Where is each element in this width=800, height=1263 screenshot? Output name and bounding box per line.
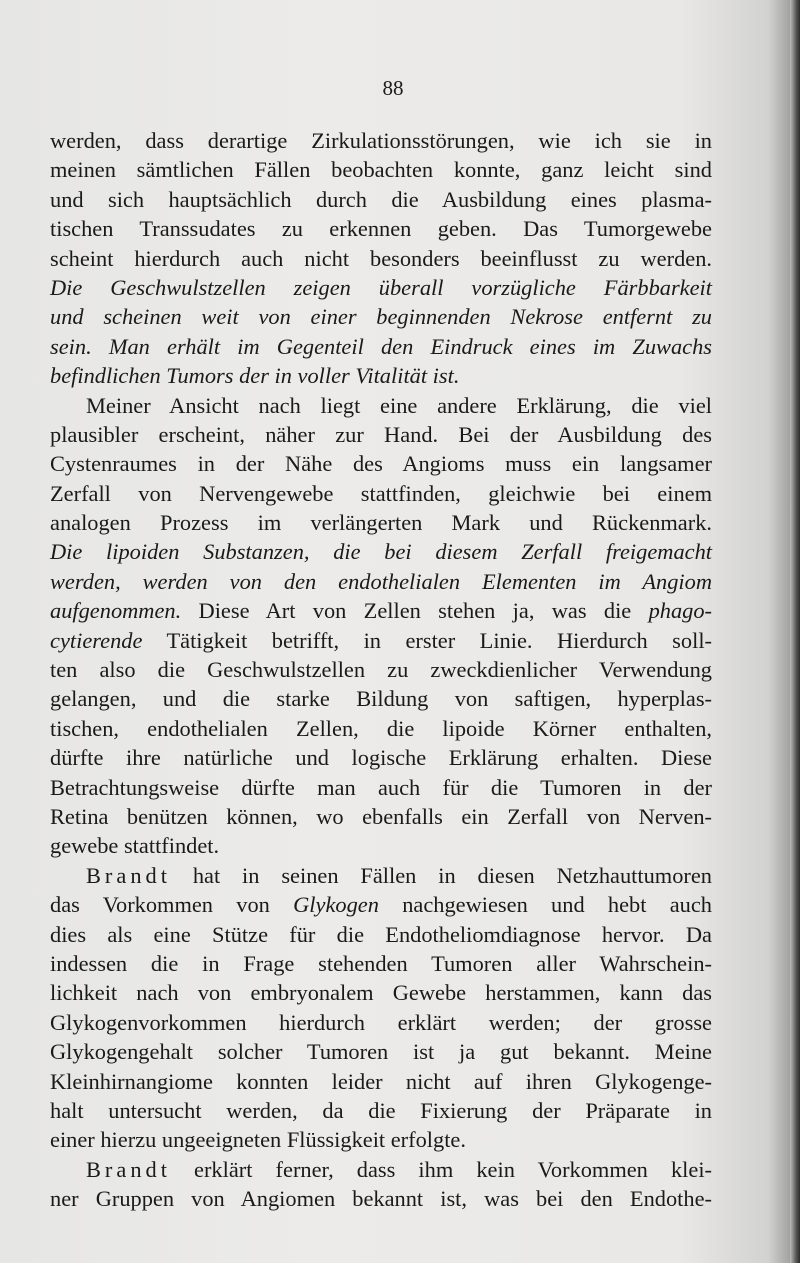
text-line (50, 420, 712, 449)
text-line (50, 831, 712, 860)
author-name: Brandt (86, 1156, 171, 1182)
text-line (50, 1067, 712, 1096)
text-segment: Tätigkeit betrifft, in erster Linie. Hierdurch soll- (142, 627, 712, 653)
text-line (50, 391, 712, 420)
italic-text: aufgenommen. (50, 598, 182, 624)
italic-text: befindlichen Tumors der in voller Vitalität ist. (50, 363, 460, 389)
body-text (50, 126, 712, 1213)
text-line (50, 684, 712, 713)
book-spine-shadow (790, 0, 800, 1263)
text-segment: ner Gruppen von Angiomen bekannt ist, was bei den Endothe- (50, 1186, 712, 1212)
italic-text: und scheinen weit von einer beginnenden Nekrose entfernt zu (50, 304, 712, 330)
text-segment: erklärt ferner, dass ihm kein Vorkommen klei- (170, 1156, 712, 1182)
text-segment: Glykogengehalt solcher Tumoren ist ja gut bekannt. Meine (50, 1039, 712, 1065)
text-line (50, 773, 712, 802)
text-line (50, 1155, 712, 1184)
text-line (50, 949, 712, 978)
italic-text: cytierende (50, 627, 143, 653)
text-segment: halt untersucht werden, da die Fixierung der Präparate in (50, 1097, 712, 1123)
text-line (50, 449, 712, 478)
author-name: Brandt (86, 862, 171, 888)
text-segment: und sich hauptsächlich durch die Ausbildung eines plasma- (50, 186, 712, 212)
text-segment: hat in seinen Fällen in diesen Netzhauttumoren (170, 862, 712, 888)
text-segment: tischen, endothelialen Zellen, die lipoide Körner enthalten, (50, 715, 712, 741)
text-segment: Retina benützen können, wo ebenfalls ein Zerfall von Nerven- (50, 803, 712, 829)
page-number: 88 (382, 76, 404, 100)
italic-text: werden, werden von den endothelialen Elementen im Angiom (50, 568, 712, 594)
text-segment: einer hierzu ungeeigneten Flüssigkeit erfolgte. (50, 1127, 466, 1153)
text-line (50, 332, 712, 361)
text-line (50, 508, 712, 537)
text-segment: Zerfall von Nervengewebe stattfinden, gleichwie bei einem (50, 480, 712, 506)
text-line (50, 155, 712, 184)
text-segment: das Vorkommen von (50, 892, 294, 918)
text-line (50, 1184, 712, 1213)
text-line (50, 802, 712, 831)
text-line (50, 214, 712, 243)
text-line (50, 1096, 712, 1125)
text-line (50, 302, 712, 331)
text-line (50, 273, 712, 302)
text-line (50, 479, 712, 508)
text-line (50, 126, 712, 155)
text-line (50, 1037, 712, 1066)
text-line (50, 655, 712, 684)
text-segment: dürfte ihre natürliche und logische Erklärung erhalten. Diese (50, 745, 712, 771)
text-segment: scheint hierdurch auch nicht besonders beeinflusst zu werden. (50, 245, 712, 271)
text-line (50, 920, 712, 949)
text-line (50, 244, 712, 273)
text-line (50, 596, 712, 625)
text-segment: analogen Prozess im verlängerten Mark und Rückenmark. (50, 510, 712, 536)
text-segment: werden, dass derartige Zirkulationsstörungen, wie ich sie in (50, 128, 712, 153)
text-line (50, 626, 712, 655)
text-segment: indessen die in Frage stehenden Tumoren aller Wahrschein- (50, 950, 712, 976)
text-line (50, 890, 712, 919)
text-segment: gewebe stattfindet. (50, 833, 220, 859)
text-line (50, 861, 712, 890)
text-segment: Meiner Ansicht nach liegt eine andere Erklärung, die viel (86, 392, 712, 418)
text-line (50, 567, 712, 596)
text-segment: lichkeit nach von embryonalem Gewebe herstammen, kann das (50, 980, 712, 1006)
text-segment: dies als eine Stütze für die Endotheliomdiagnose hervor. Da (50, 921, 712, 947)
text-segment: tischen Transsudates zu erkennen geben. Das Tumorgewebe (50, 216, 712, 242)
italic-text: sein. Man erhält im Gegenteil den Eindruck eines im Zuwachs (50, 333, 712, 359)
text-segment: ten also die Geschwulstzellen zu zweckdienlicher Verwendung (50, 657, 712, 683)
text-segment: Betrachtungsweise dürfte man auch für die Tumoren in der (50, 774, 712, 800)
text-line (50, 743, 712, 772)
italic-text: Glykogen (293, 892, 379, 918)
text-segment: gelangen, und die starke Bildung von saftigen, hyperplas- (50, 686, 712, 712)
text-segment: Diese Art von Zellen stehen ja, was die (181, 598, 649, 624)
text-line (50, 537, 712, 566)
text-segment: plausibler erscheint, näher zur Hand. Bei der Ausbildung des (50, 421, 712, 447)
text-segment: Kleinhirnangiome konnten leider nicht auf ihren Glykogenge- (50, 1068, 712, 1094)
text-segment: Cystenraumes in der Nähe des Angioms muss ein langsamer (50, 451, 712, 477)
text-line (50, 714, 712, 743)
text-segment: meinen sämtlichen Fällen beobachten konnte, ganz leicht sind (50, 157, 712, 183)
text-line (50, 1125, 712, 1154)
text-line (50, 361, 712, 390)
text-segment: Glykogenvorkommen hierdurch erklärt werden; der grosse (50, 1009, 712, 1035)
text-line (50, 978, 712, 1007)
text-segment: nachgewiesen und hebt auch (378, 892, 712, 918)
text-line (50, 185, 712, 214)
italic-text: Die Geschwulstzellen zeigen überall vorzügliche Färbbarkeit (50, 274, 712, 300)
text-line (50, 1008, 712, 1037)
italic-text: Die lipoiden Substanzen, die bei diesem Zerfall freigemacht (50, 539, 712, 565)
italic-text: phago- (648, 598, 712, 624)
